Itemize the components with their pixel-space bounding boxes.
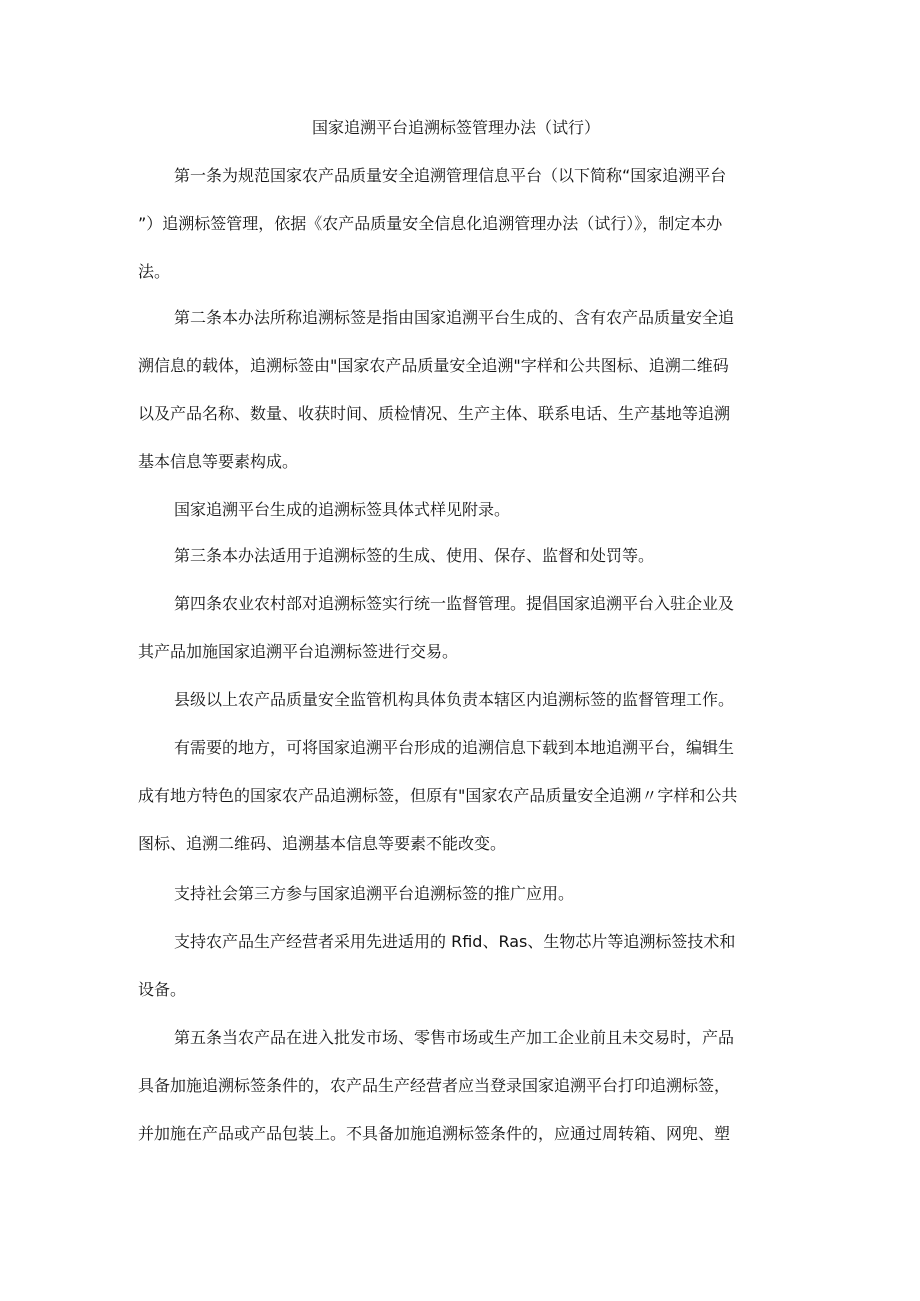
paragraph-article-4 bbox=[138, 580, 778, 676]
paragraph-article-1 bbox=[138, 152, 778, 296]
paragraph-line: 支持农产品生产经营者采用先进适用的 Rfid、Ras、生物芯片等追溯标签技术和 bbox=[174, 932, 736, 951]
paragraph-line: 成有地方特色的国家农产品追溯标签，但原有"国家农产品质量安全追溯〃字样和公共 bbox=[138, 786, 738, 805]
paragraph-technology bbox=[138, 918, 778, 1014]
paragraph-local-platform bbox=[138, 724, 778, 868]
paragraph-line: 支持社会第三方参与国家追溯平台追溯标签的推广应用。 bbox=[174, 884, 575, 903]
paragraph-line: 法。 bbox=[138, 262, 171, 281]
paragraph-line: 第五条当农产品在进入批发市场、零售市场或生产加工企业前且未交易时，产品 bbox=[174, 1028, 735, 1047]
paragraph-county-supervision bbox=[138, 676, 778, 724]
paragraph-line: ”）追溯标签管理，依据《农产品质量安全信息化追溯管理办法（试行）》，制定本办 bbox=[138, 214, 723, 233]
paragraph-line: 具备加施追溯标签条件的，农产品生产经营者应当登录国家追溯平台打印追溯标签， bbox=[138, 1076, 731, 1095]
paragraph-line: 县级以上农产品质量安全监管机构具体负责本辖区内追溯标签的监督管理工作。 bbox=[174, 690, 735, 709]
paragraph-line: 其产品加施国家追溯平台追溯标签进行交易。 bbox=[138, 642, 459, 661]
paragraph-line: 图标、追溯二维码、追溯基本信息等要素不能改变。 bbox=[138, 834, 507, 853]
paragraph-article-2 bbox=[138, 294, 778, 486]
document-title: 国家追溯平台追溯标签管理办法（试行） bbox=[311, 118, 600, 137]
paragraph-line: 第一条为规范国家农产品质量安全追溯管理信息平台（以下简称“国家追溯平台 bbox=[174, 166, 727, 185]
paragraph-article-3 bbox=[138, 532, 778, 580]
paragraph-line: 第四条农业农村部对追溯标签实行统一监督管理。提倡国家追溯平台入驻企业及 bbox=[174, 594, 735, 613]
paragraph-line: 并加施在产品或产品包装上。不具备加施追溯标签条件的，应通过周转箱、网兜、塑 bbox=[138, 1124, 731, 1143]
paragraph-line: 设备。 bbox=[138, 980, 187, 999]
paragraph-line: 溯信息的载体，追溯标签由"国家农产品质量安全追溯"字样和公共图标、追溯二维码 bbox=[138, 356, 729, 375]
paragraph-line: 第二条本办法所称追溯标签是指由国家追溯平台生成的、含有农产品质量安全追 bbox=[174, 308, 735, 327]
paragraph-line: 以及产品名称、数量、收获时间、质检情况、生产主体、联系电话、生产基地等追溯 bbox=[138, 404, 731, 423]
paragraph-line: 有需要的地方，可将国家追溯平台形成的追溯信息下载到本地追溯平台，编辑生 bbox=[174, 738, 735, 757]
paragraph-third-party bbox=[138, 870, 778, 918]
paragraph-line: 国家追溯平台生成的追溯标签具体式样见附录。 bbox=[174, 500, 511, 519]
paragraph-line: 第三条本办法适用于追溯标签的生成、使用、保存、监督和处罚等。 bbox=[174, 546, 655, 565]
paragraph-line: 基本信息等要素构成。 bbox=[138, 452, 299, 471]
paragraph-appendix-note bbox=[138, 486, 778, 534]
paragraph-article-5 bbox=[138, 1014, 778, 1158]
